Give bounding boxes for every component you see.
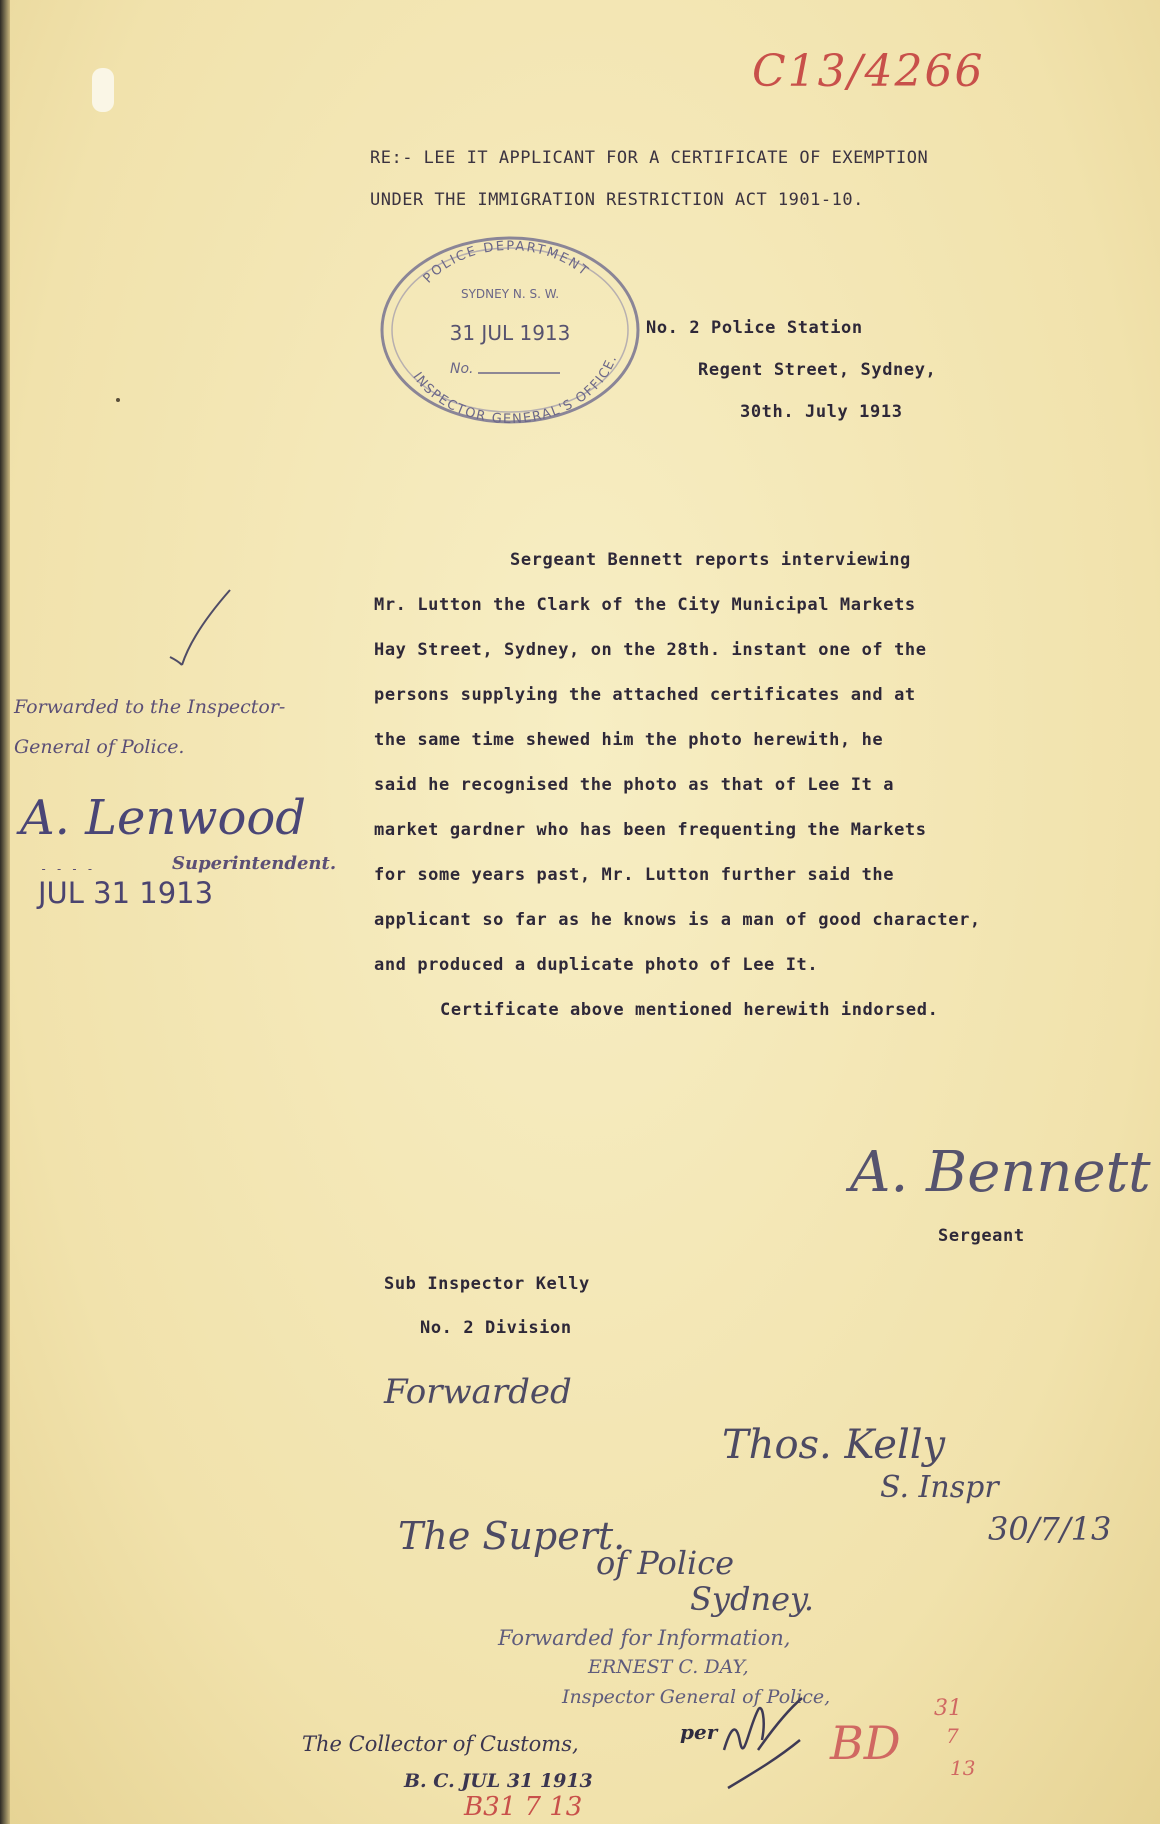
- superintendent-title: Superintendent.: [172, 853, 337, 874]
- sergeant-title: Sergeant: [938, 1226, 1025, 1246]
- superintendent-signature: A. Lenwood: [20, 790, 306, 846]
- handwritten-to-line-3: Sydney.: [690, 1580, 815, 1618]
- body-line-3: Hay Street, Sydney, on the 28th. instant one of the: [374, 640, 927, 660]
- margin-date-stamp: JUL 31 1913: [38, 876, 214, 910]
- stamp-top-text: POLICE DEPARTMENT: [420, 239, 592, 287]
- handwritten-to-line-1: The Supert.: [398, 1514, 626, 1558]
- station-line-2: Regent Street, Sydney,: [698, 360, 937, 380]
- margin-forwarded-line-2: General of Police.: [14, 736, 185, 758]
- per-initials-scrawl: [718, 1690, 808, 1790]
- ink-speck: [116, 398, 120, 402]
- collector-line-2: B. C. JUL 31 1913: [404, 1770, 593, 1792]
- page-edge: [0, 0, 10, 1824]
- tick-mark: [168, 585, 238, 675]
- addressee-line-2: No. 2 Division: [420, 1318, 572, 1338]
- received-stamp: [370, 225, 650, 435]
- body-line-10: and produced a duplicate photo of Lee It.: [374, 955, 819, 975]
- certificate-line: Certificate above mentioned herewith indorsed.: [440, 1000, 939, 1020]
- red-pencil-reference: B31 7 13: [464, 1792, 583, 1822]
- report-date: 30th. July 1913: [740, 402, 903, 422]
- handwritten-to-line-2: of Police: [596, 1544, 735, 1582]
- stamp-bottom-text: INSPECTOR GENERAL'S OFFICE.: [409, 352, 621, 428]
- red-fraction-bot: 13: [950, 1756, 976, 1780]
- stamp-city: SYDNEY N. S. W.: [460, 287, 560, 301]
- info-stamp-line-1: Forwarded for Information,: [498, 1626, 791, 1650]
- stamp-no-label: No.: [450, 361, 474, 377]
- info-stamp-line-2: ERNEST C. DAY,: [588, 1656, 749, 1678]
- body-line-1: Sergeant Bennett reports interviewing: [510, 550, 911, 570]
- body-line-8: for some years past, Mr. Lutton further said the: [374, 865, 895, 885]
- station-line-1: No. 2 Police Station: [646, 318, 863, 338]
- sergeant-signature: A. Bennett: [850, 1140, 1151, 1205]
- archive-reference: C13/4266: [752, 46, 985, 97]
- red-fraction-top: 31: [934, 1696, 962, 1721]
- info-stamp-per: per: [680, 1720, 718, 1744]
- handwritten-kelly-rank: S. Inspr: [880, 1470, 999, 1505]
- collector-line-1: The Collector of Customs,: [302, 1732, 579, 1756]
- body-line-7: market gardner who has been frequenting the Markets: [374, 820, 927, 840]
- addressee-line-1: Sub Inspector Kelly: [384, 1274, 590, 1294]
- body-line-9: applicant so far as he knows is a man of good character,: [374, 910, 981, 930]
- body-line-2: Mr. Lutton the Clark of the City Municipal Markets: [374, 595, 916, 615]
- handwritten-forwarded: Forwarded: [384, 1372, 572, 1412]
- heading-line-2: UNDER THE IMMIGRATION RESTRICTION ACT 1901-10.: [370, 190, 864, 210]
- handwritten-date: 30/7/13: [988, 1510, 1112, 1548]
- stamp-oval: [370, 225, 650, 435]
- red-fraction-mid: 7: [946, 1724, 959, 1748]
- margin-forwarded-line-1: Forwarded to the Inspector-: [14, 696, 286, 718]
- body-line-4: persons supplying the attached certificates and at: [374, 685, 916, 705]
- heading-line-1: RE:- LEE IT APPLICANT FOR A CERTIFICATE OF EXEMPTION: [370, 148, 929, 168]
- punch-hole: [92, 68, 114, 112]
- margin-dots: - - - -: [40, 862, 95, 876]
- stamp-date: 31 JUL 1913: [449, 321, 571, 345]
- red-pencil-initials: BD: [830, 1716, 901, 1770]
- body-line-6: said he recognised the photo as that of Lee It a: [374, 775, 895, 795]
- body-line-5: the same time shewed him the photo herewith, he: [374, 730, 884, 750]
- info-stamp-line-3: Inspector General of Police,: [562, 1686, 831, 1708]
- handwritten-kelly-name: Thos. Kelly: [722, 1422, 946, 1468]
